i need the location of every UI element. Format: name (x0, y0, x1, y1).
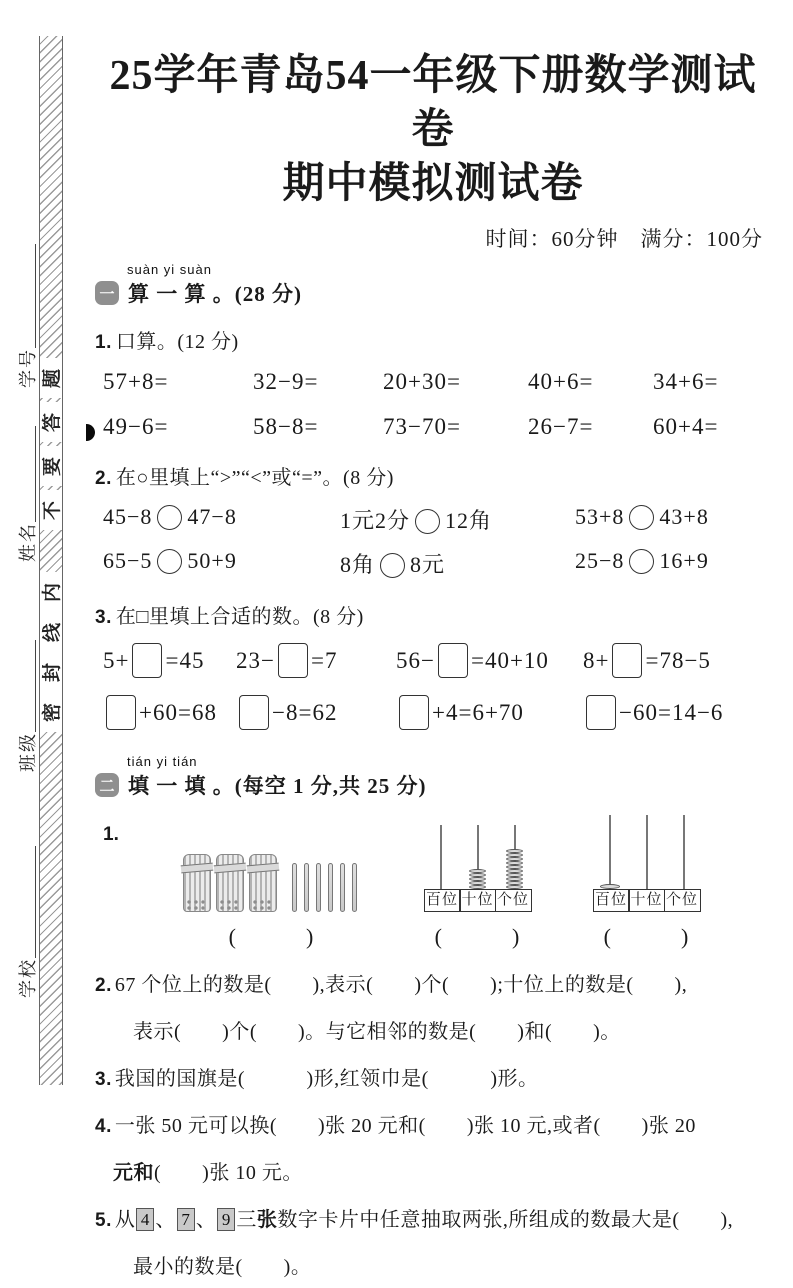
answer-box (132, 643, 162, 678)
seal-line-band (39, 36, 63, 1085)
answer-box (239, 695, 269, 730)
sec2-q5-bold: 张 (256, 1209, 278, 1232)
sec2-q5-number: 5. (95, 1210, 112, 1232)
compare-right: 50+9 (187, 548, 237, 574)
school-blank-line (22, 846, 36, 958)
class-text: 班级 (18, 732, 38, 772)
oral-calc-grid (95, 369, 771, 440)
student-no-text: 学号 (18, 348, 38, 388)
abacus1-answer-blank: ( ) (434, 924, 521, 950)
school-label (14, 846, 40, 998)
abacus-rod-ones (665, 815, 702, 889)
number-card-7: 7 (177, 1208, 195, 1231)
sec2-q2-text2: 表示( )个( )。与它相邻的数是( )和( )。 (133, 1021, 621, 1044)
sec2-q5-text2: 最小的数是( )。 (133, 1256, 312, 1279)
rod-icon (683, 815, 685, 889)
sec2-q5-pre: 从 (114, 1209, 136, 1232)
section1-title: 算 一 算 。(28 分) (128, 282, 302, 307)
stick-icon (316, 863, 321, 912)
section1-pinyin: suàn yi suàn (127, 262, 212, 278)
oral-problem: 60+4= (653, 414, 719, 440)
section2-title: 填 一 填 。(每空 1 分,共 25 分) (128, 774, 427, 799)
box-equation (396, 695, 583, 730)
label-hundreds: 百位 (424, 889, 461, 912)
place-value-labels (424, 889, 532, 912)
sec2-q2-line1 (95, 965, 771, 1006)
answer-box (586, 695, 616, 730)
sec2-q4-line1 (95, 1106, 771, 1147)
seal-band-char (40, 446, 62, 486)
sec2-q5-mid2: 数字卡片中任意抽取两张,所组成的数最大是( ), (277, 1209, 734, 1232)
oral-problem: 32−9= (253, 369, 319, 395)
sec2-q1-number: 1. (103, 824, 119, 846)
section2-pinyin: tián yi tián (127, 754, 198, 770)
stick-icon (352, 863, 357, 912)
sticks-image (183, 810, 360, 912)
student-no-label (14, 244, 40, 388)
abacus-rod-tens (459, 825, 496, 889)
eq-post: =40+10 (470, 648, 549, 674)
seal-char-text: 答 (42, 412, 64, 432)
abacus-rods (422, 825, 533, 889)
school-text: 学校 (18, 958, 38, 998)
sec2-q4-text1: 一张 50 元可以换( )张 20 元和( )张 10 元,或者( )张 20 (114, 1115, 696, 1138)
beads-hundreds (600, 884, 620, 889)
card-separator: 、 (155, 1209, 176, 1232)
answer-circle (415, 509, 440, 534)
answer-circle (380, 553, 405, 578)
paper-content (95, 0, 771, 1288)
bead-icon (469, 885, 486, 889)
label-tens: 十位 (628, 889, 665, 912)
abacus-rod-tens (628, 815, 665, 889)
eq-post: −8=62 (272, 700, 338, 726)
box-equation (236, 695, 396, 730)
sec2-q2-number: 2. (95, 975, 112, 997)
section1-header (95, 278, 771, 308)
answer-box (106, 695, 136, 730)
sec1-q1-heading (95, 325, 771, 354)
answer-circle (629, 549, 654, 574)
place-value-labels (593, 889, 701, 912)
sec1-q3-text: 在□里填上合适的数。(8 分) (115, 606, 364, 629)
eq-post: =7 (310, 648, 338, 674)
sec2-q3-number: 3. (95, 1069, 112, 1091)
box-equation (236, 643, 396, 678)
bead-icon (506, 885, 523, 889)
sticks-picture (183, 810, 360, 951)
seal-char-text: 要 (42, 456, 64, 476)
student-no-blank-line (22, 244, 36, 348)
compare-grid (95, 504, 771, 579)
loose-sticks (288, 863, 360, 912)
sec2-q2-text1: 67 个位上的数是( ),表示( )个( );十位上的数是( ), (114, 974, 688, 997)
sticks-answer-blank: ( ) (228, 924, 315, 950)
compare-left: 25−8 (575, 548, 625, 574)
compare-left: 65−5 (103, 548, 153, 574)
rod-icon (646, 815, 648, 889)
name-text: 姓名 (18, 522, 38, 562)
seal-char-text: 内 (42, 582, 64, 602)
seal-char-text: 题 (42, 368, 64, 388)
seal-band-char (40, 402, 62, 442)
oral-problem: 58−8= (253, 414, 319, 440)
compare-item (575, 548, 771, 579)
label-hundreds: 百位 (593, 889, 630, 912)
abacus-rod-hundreds (422, 825, 459, 889)
sec2-q5-mid1: 三 (236, 1209, 257, 1232)
rod-icon (609, 815, 611, 889)
abacus-rods (591, 815, 702, 889)
abacus-picture-2 (591, 810, 702, 951)
seal-char-text: 线 (42, 622, 64, 642)
seal-char-text: 封 (42, 662, 64, 682)
compare-right: 12角 (445, 508, 493, 534)
stick-bundles (183, 854, 282, 912)
compare-left: 8角 (340, 552, 376, 578)
oral-problem: 34+6= (653, 369, 719, 395)
stick-icon (304, 863, 309, 912)
oral-problem: 20+30= (383, 369, 461, 395)
compare-left: 1元2分 (340, 508, 411, 534)
sec1-q2-text: 在○里填上“>”“<”或“=”。(8 分) (115, 467, 394, 490)
answer-circle (157, 549, 182, 574)
section2-header (95, 770, 771, 800)
sec2-q4-line2 (95, 1153, 771, 1194)
compare-item (340, 504, 575, 535)
sec1-q1-number: 1. (95, 332, 112, 354)
seal-band-char (40, 358, 62, 398)
sec2-q4-text2: ( )张 10 元。 (154, 1162, 303, 1185)
eq-post: =78−5 (645, 648, 711, 674)
abacus-rod-hundreds (591, 815, 628, 889)
abacus-2 (591, 810, 702, 912)
stick-icon (292, 863, 297, 912)
eq-pre: 23− (236, 648, 275, 674)
eq-pre: 56− (396, 648, 435, 674)
section1-badge: 一 (95, 281, 119, 305)
number-card-4: 4 (136, 1208, 154, 1231)
class-label (14, 640, 40, 772)
compare-left: 45−8 (103, 504, 153, 530)
paper-title-line1: 25学年青岛54一年级下册数学测试卷 (109, 53, 757, 153)
label-tens: 十位 (459, 889, 496, 912)
abacus-picture-1 (422, 810, 533, 951)
seal-band-char (40, 572, 62, 612)
oral-problem: 40+6= (528, 369, 594, 395)
sec2-q1-row (95, 810, 771, 951)
seal-char-text: 不 (42, 500, 64, 520)
eq-pre: 8+ (583, 648, 610, 674)
box-equation (583, 643, 771, 678)
abacus-1 (422, 810, 533, 912)
label-ones: 个位 (495, 889, 532, 912)
sec1-q3-heading (95, 600, 771, 629)
compare-right: 8元 (410, 552, 446, 578)
paper-title-line2: 期中模拟测试卷 (282, 160, 584, 207)
box-equation (103, 643, 236, 678)
beads-tens (469, 869, 486, 889)
class-blank-line (22, 640, 36, 732)
box-equation (583, 695, 771, 730)
seal-band-char (40, 652, 62, 692)
name-label (14, 426, 40, 562)
sec2-q4-bold: 元和 (113, 1162, 154, 1185)
eq-post: −60=14−6 (619, 700, 724, 726)
compare-item (103, 548, 340, 579)
answer-box (612, 643, 642, 678)
sec2-q5-line2 (95, 1247, 771, 1288)
beads-ones (506, 849, 523, 889)
eq-pre: 5+ (103, 648, 130, 674)
fill-box-grid (95, 643, 771, 730)
box-equation (103, 695, 236, 730)
seal-band-char (40, 612, 62, 652)
bundle-icon (183, 854, 211, 912)
sec2-q2-line2 (95, 1012, 771, 1053)
answer-box (278, 643, 308, 678)
bundle-icon (216, 854, 244, 912)
answer-box (438, 643, 468, 678)
compare-item (103, 504, 340, 535)
oral-problem: 57+8= (103, 369, 169, 395)
compare-right: 16+9 (659, 548, 709, 574)
number-card-9: 9 (217, 1208, 235, 1231)
oral-problem: 49−6= (103, 414, 169, 440)
abacus-rod-ones (496, 825, 533, 889)
stick-icon (328, 863, 333, 912)
box-equation (396, 643, 583, 678)
compare-right: 43+8 (659, 504, 709, 530)
seal-band-char (40, 490, 62, 530)
compare-item (575, 504, 771, 535)
eq-post: +4=6+70 (432, 700, 524, 726)
oral-problem: 73−70= (383, 414, 461, 440)
time-score-info: 时间：60分钟 满分：100分 (485, 227, 763, 252)
sec1-q3-number: 3. (95, 607, 112, 629)
seal-band-char (40, 692, 62, 732)
sec1-q2-number: 2. (95, 468, 112, 490)
answer-circle (157, 505, 182, 530)
answer-box (399, 695, 429, 730)
seal-char-text: 密 (42, 702, 64, 722)
compare-right: 47−8 (187, 504, 237, 530)
label-ones: 个位 (664, 889, 701, 912)
eq-post: =45 (165, 648, 205, 674)
stick-icon (340, 863, 345, 912)
bundle-icon (249, 854, 277, 912)
scan-artifact (86, 424, 95, 441)
sec2-q3-text: 我国的国旗是( )形,红领巾是( )形。 (114, 1068, 539, 1091)
compare-item (340, 548, 575, 579)
bead-icon (600, 884, 620, 889)
section2-badge: 二 (95, 773, 119, 797)
oral-problem: 26−7= (528, 414, 594, 440)
abacus2-answer-blank: ( ) (603, 924, 690, 950)
answer-circle (629, 505, 654, 530)
sec2-q5-line1 (95, 1200, 771, 1241)
sec1-q1-text: 口算。(12 分) (115, 331, 239, 354)
eq-post: +60=68 (139, 700, 217, 726)
rod-icon (440, 825, 442, 889)
compare-left: 53+8 (575, 504, 625, 530)
sec2-q4-number: 4. (95, 1116, 112, 1138)
sec1-q2-heading (95, 461, 771, 490)
name-blank-line (22, 426, 36, 522)
sec2-q3-line (95, 1059, 771, 1100)
card-separator: 、 (195, 1209, 217, 1232)
